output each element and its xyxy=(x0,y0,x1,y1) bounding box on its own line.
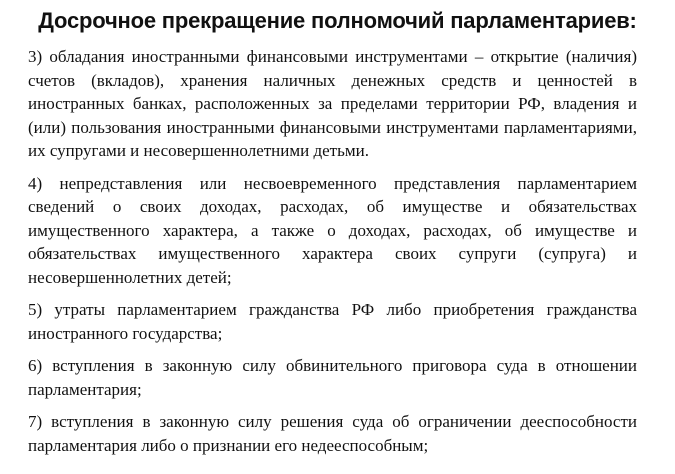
list-item-6: 6) вступления в законную силу обвинительного приговора суда в отношении парламентария; xyxy=(28,356,637,399)
list-item-5: 5) утраты парламентарием гражданства РФ либо приобретения гражданства иностранного государства; xyxy=(28,300,637,343)
list-item-4: 4) непредставления или несвоевременного представления парламентарием сведений о своих доходах, расходах, об имуществе и обязательствах имущественного характера, а также о доходах, расходах, об имуществе и обязательствах имущественного характера своих супруги (супруга) и несовершеннолетних детей; xyxy=(28,173,637,287)
list-item-3: 3) обладания иностранными финансовыми инструментами – открытие (наличия) счетов (вкладов), хранения наличных денежных средств и ценностей в иностранных банках, расположенных за пределами территории РФ, владения и (или) пользования иностранными финансовыми инструментами парламентариями, их супругами и несовершеннолетними детьми. xyxy=(28,47,637,160)
grounds-list xyxy=(28,45,637,457)
slide-title: Досрочное прекращение полномочий парламентариев: xyxy=(38,8,637,33)
list-item-7: 7) вступления в законную силу решения суда об ограничении дееспособности парламентария либо о признании его недееспособным; xyxy=(28,412,637,455)
